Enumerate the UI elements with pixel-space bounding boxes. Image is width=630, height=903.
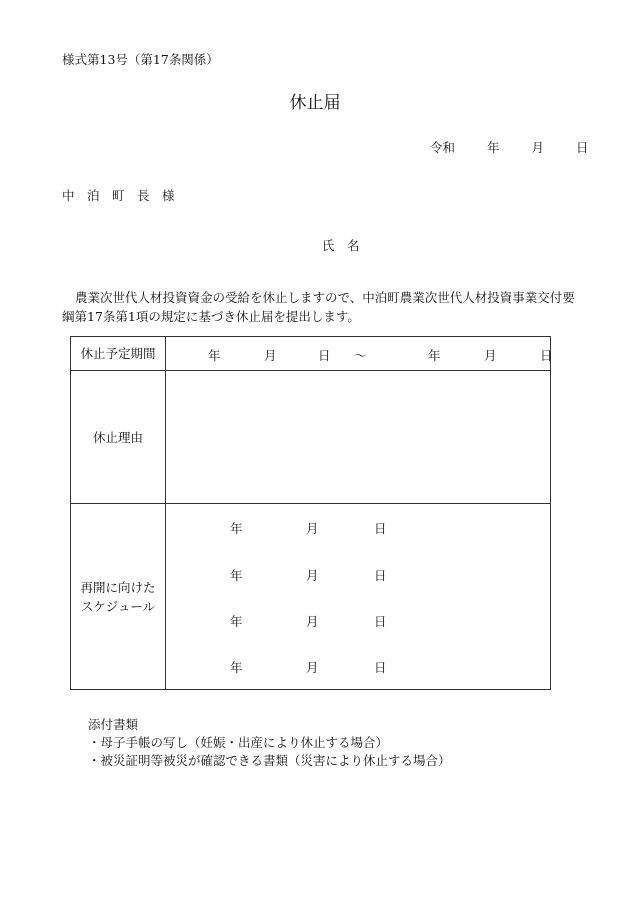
period-start-year: 年 [208,348,221,363]
period-row [71,337,551,371]
schedule-line [166,658,550,676]
schedule-line [166,612,550,630]
addressee: 中 泊 町 長 様 [62,188,175,203]
reason-row [71,371,551,504]
schedule-year: 年 [230,660,243,675]
period-start-month: 月 [264,348,277,363]
suspension-table [70,336,551,690]
period-tilde: ～ [354,348,367,363]
period-end-month: 月 [484,348,497,363]
schedule-year: 年 [230,614,243,629]
body-text-content: 農業次世代人材投資資金の受給を休止しますので、中泊町農業次世代人材投資事業交付要綱第17条第1項の規定に基づき休止届を提出します。 [62,290,575,324]
period-value-cell[interactable] [166,337,551,371]
date-line [430,138,589,156]
schedule-month: 月 [306,568,319,583]
attachment-item: ・母子手帳の写し（妊娠・出産により休止する場合） [88,735,389,750]
date-day-label: 日 [576,140,589,155]
schedule-month: 月 [306,660,319,675]
schedule-month: 月 [306,614,319,629]
reason-label: 休止理由 [71,371,166,504]
schedule-day: 日 [374,614,387,629]
applicant-name-label: 氏 名 [322,238,360,253]
schedule-day: 日 [374,521,387,536]
schedule-day: 日 [374,660,387,675]
schedule-day: 日 [374,568,387,583]
period-end-day: 日 [540,348,553,363]
period-end-year: 年 [428,348,441,363]
attachment-item: ・被災証明等被災が確認できる書類（災害により休止する場合） [88,753,451,768]
body-text [62,288,577,326]
schedule-month: 月 [306,521,319,536]
schedule-value-cell[interactable] [166,504,551,690]
form-number: 様式第13号（第17条関係） [62,52,219,67]
attachments [88,716,451,770]
period-label: 休止予定期間 [71,337,166,371]
date-era: 令和 [430,140,456,155]
date-year-label: 年 [487,140,500,155]
period-start-day: 日 [318,348,331,363]
schedule-line [166,566,550,584]
schedule-row [71,504,551,690]
schedule-label-line2: スケジュール [80,598,156,614]
attachments-heading: 添付書類 [88,717,139,732]
schedule-label [71,504,166,690]
reason-value-cell[interactable] [166,371,551,504]
schedule-line [166,519,550,537]
document-title: 休止届 [289,93,341,113]
schedule-year: 年 [230,568,243,583]
schedule-year: 年 [230,521,243,536]
schedule-label-line1: 再開に向けた [80,579,156,595]
date-month-label: 月 [531,140,545,155]
